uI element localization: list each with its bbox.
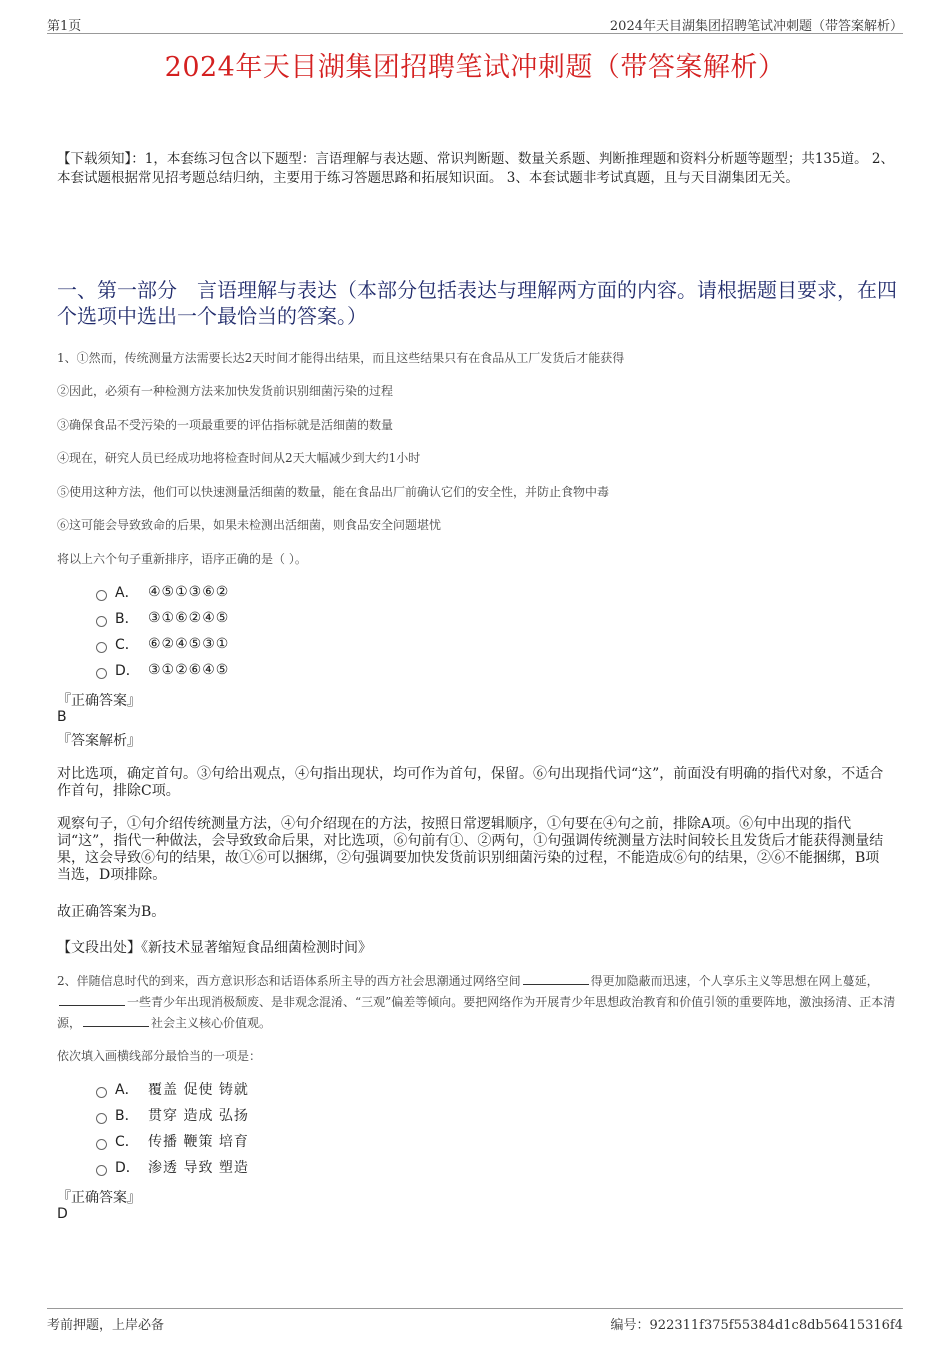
q2-option-b[interactable] <box>96 1105 249 1125</box>
header-divider <box>47 33 903 34</box>
radio-icon[interactable] <box>96 1165 107 1176</box>
option-text: ③①②⑥④⑤ <box>148 662 230 678</box>
q1-analysis-paragraph: 故正确答案为B。 <box>57 904 166 920</box>
q2-option-c[interactable] <box>96 1131 249 1151</box>
footer-doc-id: 编号：922311f375f55384d1c8db56415316f4 <box>610 1318 903 1333</box>
q1-sentence: ②因此，必须有一种检测方法来加快发货前识别细菌污染的过程 <box>57 384 394 398</box>
q2-text-part: 一些青少年出现消极颓废、是非观念混淆、“三观”偏差等倾向。要把网络作为开展青少年思想政治教育和价值引领的重要阵地，激浊扬清、正本清源， <box>57 995 896 1030</box>
option-text: 传播 鞭策 培育 <box>148 1134 249 1150</box>
option-letter: D． <box>115 663 140 679</box>
radio-icon[interactable] <box>96 1113 107 1124</box>
q1-sentence: ⑤使用这种方法，他们可以快速测量活细菌的数量，能在食品出厂前确认它们的安全性，并防止食物中毒 <box>57 485 610 499</box>
q1-answer-label: 『正确答案』 <box>57 693 141 709</box>
q1-prompt: 将以上六个句子重新排序，语序正确的是（ ）。 <box>57 552 307 566</box>
page-number: 第1页 <box>47 19 82 34</box>
radio-icon[interactable] <box>96 616 107 627</box>
option-letter: A． <box>115 1082 139 1098</box>
option-text: 覆盖 促使 铸就 <box>148 1082 249 1098</box>
radio-icon[interactable] <box>96 1139 107 1150</box>
q1-answer: B <box>57 709 67 725</box>
radio-icon[interactable] <box>96 668 107 679</box>
q1-analysis-paragraph: 观察句子，①句介绍传统测量方法，④句介绍现在的方法，按照日常逻辑顺序，①句要在④句之前，排除A项。⑥句中出现的指代词“这”，指代一种做法，会导致致命后果，对比选项，⑥句前有①、②两句，①句强调传统测量方法时间较长且发货后才能获得测量结果，这会导致⑥句的结果，故①⑥可以捆绑，②句强调要加快发货前识别细菌污染的过程，不能造成⑥句的结果，②⑥不能捆绑，B项当选，D项排除。 <box>57 816 884 883</box>
fill-blank <box>59 993 125 1006</box>
option-letter: B． <box>115 611 139 627</box>
q1-sentence: ⑥这可能会导致致命的后果，如果未检测出活细菌，则食品安全问题堪忧 <box>57 518 442 532</box>
option-letter: D． <box>115 1160 140 1176</box>
footer-divider <box>47 1308 903 1309</box>
q1-sentence: ③确保食品不受污染的一项最重要的评估指标就是活细菌的数量 <box>57 418 394 432</box>
q2-text <box>57 971 902 1034</box>
option-letter: B． <box>115 1108 139 1124</box>
q1-analysis-paragraph: 对比选项，确定首句。③句给出观点，④句指出现状，均可作为首句，保留。⑥句出现指代词“这”，前面没有明确的指代对象，不适合作首句，排除C项。 <box>57 766 884 799</box>
q2-answer-label: 『正确答案』 <box>57 1190 141 1206</box>
option-text: 贯穿 造成 弘扬 <box>148 1108 249 1124</box>
q2-option-a[interactable] <box>96 1079 249 1099</box>
page-title: 2024年天目湖集团招聘笔试冲刺题（带答案解析） <box>164 52 786 83</box>
radio-icon[interactable] <box>96 590 107 601</box>
header-doc-title: 2024年天目湖集团招聘笔试冲刺题（带答案解析） <box>609 19 903 34</box>
q2-text-part: 2、伴随信息时代的到来，西方意识形态和话语体系所主导的西方社会思潮通过网络空间 <box>57 974 521 988</box>
q1-option-c[interactable] <box>96 634 229 654</box>
option-text: ⑥②④⑤③① <box>148 636 230 652</box>
option-text: 渗透 导致 塑造 <box>148 1160 249 1176</box>
footer-slogan: 考前押题，上岸必备 <box>47 1318 165 1333</box>
q1-option-a[interactable] <box>96 582 229 602</box>
q1-sentence: 1、①然而，传统测量方法需要长达2天时间才能得出结果，而且这些结果只有在食品从工厂发货后才能获得 <box>57 351 625 365</box>
q1-option-d[interactable] <box>96 660 229 680</box>
q2-text-part: 社会主义核心价值观。 <box>151 1016 272 1030</box>
option-letter: A． <box>115 585 139 601</box>
fill-blank <box>523 972 589 985</box>
q1-sentence: ④现在，研究人员已经成功地将检查时间从2天大幅减少到大约1小时 <box>57 451 421 465</box>
option-text: ④⑤①③⑥② <box>148 584 230 600</box>
option-letter: C． <box>115 637 139 653</box>
q2-text-part: 得更加隐蔽而迅速，个人享乐主义等思想在网上蔓延， <box>590 974 879 988</box>
q2-prompt: 依次填入画横线部分最恰当的一项是： <box>57 1049 262 1063</box>
q1-source: 【文段出处】《新技术显著缩短食品细菌检测时间》 <box>57 940 372 956</box>
q2-answer: D <box>57 1206 68 1222</box>
option-text: ③①⑥②④⑤ <box>148 610 230 626</box>
section-heading: 一、第一部分 言语理解与表达（本部分包括表达与理解两方面的内容。请根据题目要求，在四个选项中选出一个最恰当的答案。） <box>57 278 897 328</box>
q1-analysis-label: 『答案解析』 <box>57 733 141 749</box>
q2-option-d[interactable] <box>96 1157 249 1177</box>
radio-icon[interactable] <box>96 1087 107 1098</box>
option-letter: C． <box>115 1134 139 1150</box>
fill-blank <box>83 1014 149 1027</box>
radio-icon[interactable] <box>96 642 107 653</box>
download-notice: 【下载须知】：1，本套练习包含以下题型：言语理解与表达题、常识判断题、数量关系题、判断推理题和资料分析题等题型；共135道。 2、本套试题根据常见招考题总结归纳，主要用于练习答题思路和拓展知识面。 3、本套试题非考试真题，且与天目湖集团无关。 <box>57 151 894 186</box>
q1-option-b[interactable] <box>96 608 229 628</box>
